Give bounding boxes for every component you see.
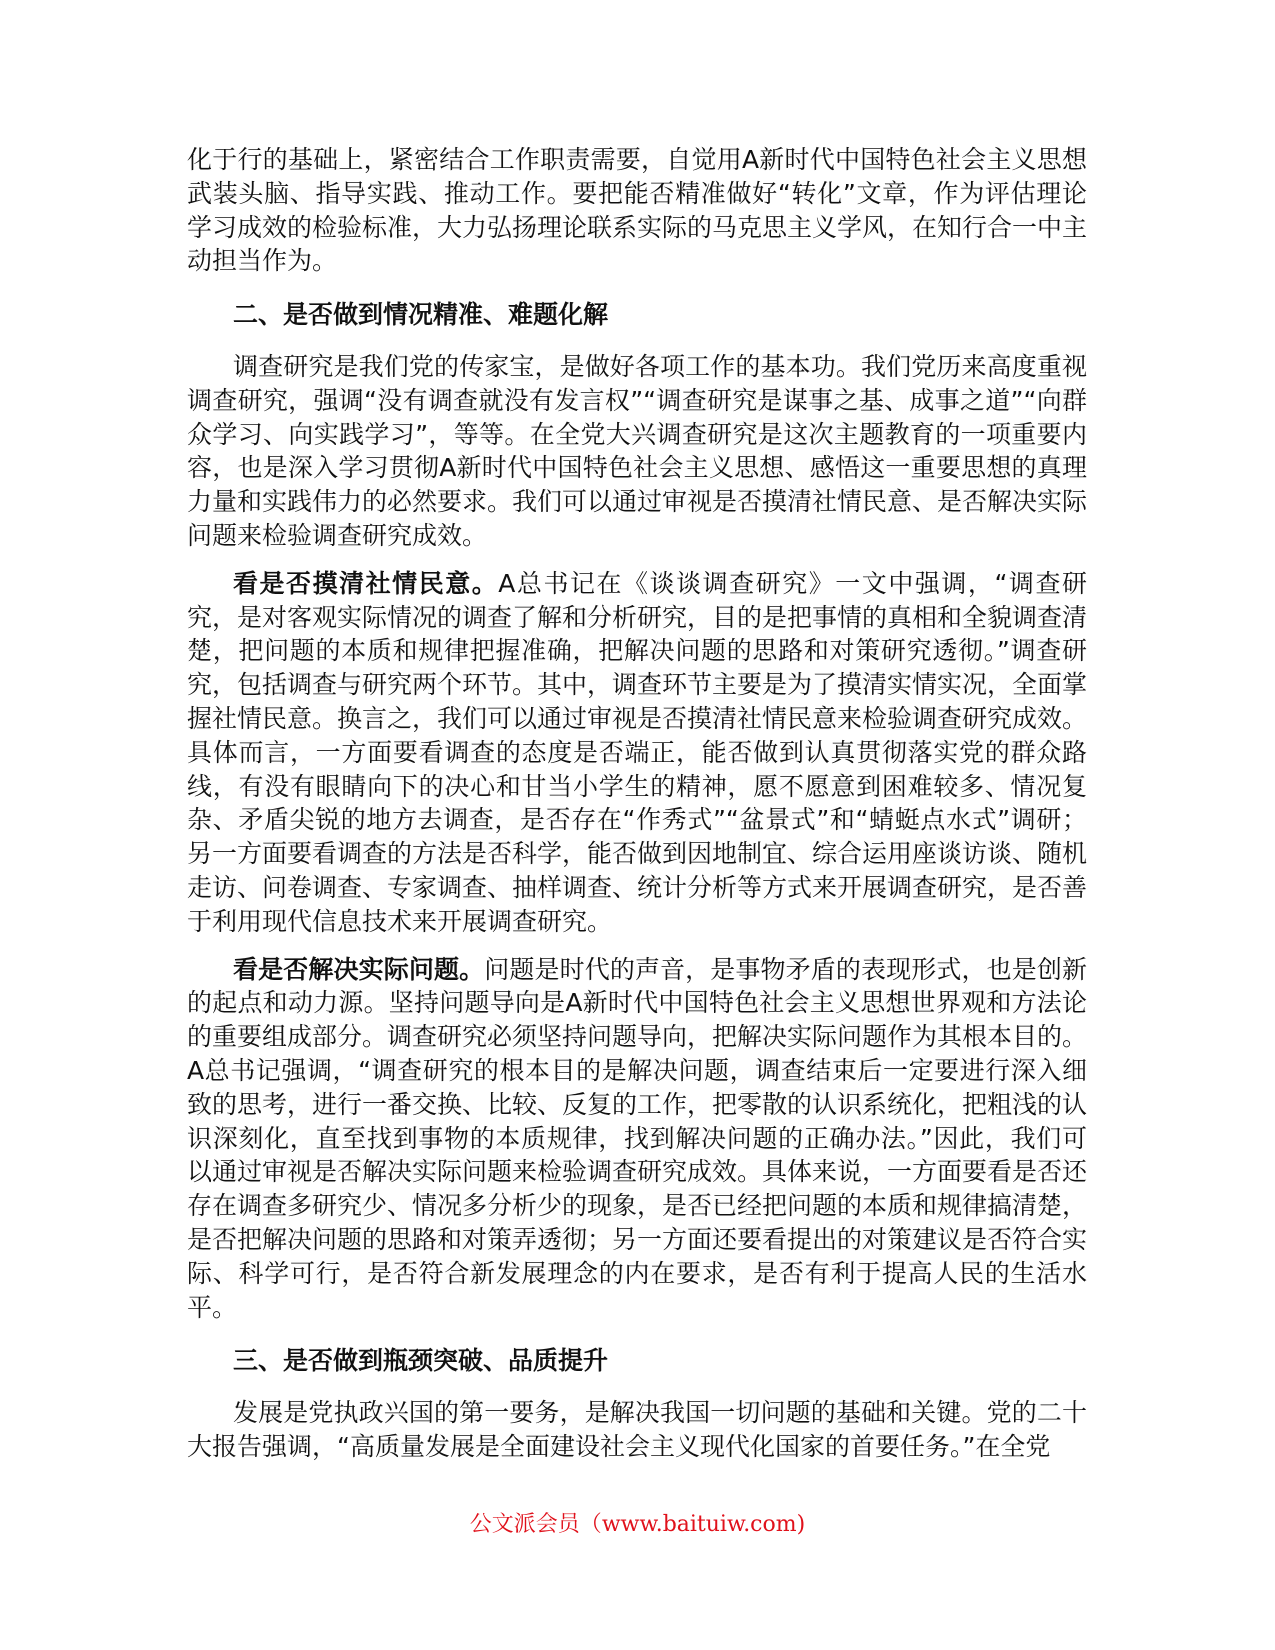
paragraph-1: 化于行的基础上，紧密结合工作职责需要，自觉用A新时代中国特色社会主义思想武装头脑、指导实践、推动工作。要把能否精准做好“转化”文章，作为评估理论学习成效的检验标准，大力弘扬理论联系实际的马克思主义学风，在知行合一中主动担当作为。 [187,145,1088,276]
section-heading-2: 二、是否做到情况精准、难题化解 [233,300,609,330]
paragraph-3 [187,567,1087,939]
document-body [187,143,1087,1478]
paragraph-4 [187,953,1087,1325]
paragraph-4-text: 问题是时代的声音，是事物矛盾的表现形式，也是创新的起点和动力源。坚持问题导向是A新时代中国特色社会主义思想世界观和方法论的重要组成部分。调查研究必须坚持问题导向，把解决实际问题作为其根本目的。A总书记强调，“调查研究的根本目的是解决问题，调查结束后一定要进行深入细致的思考，进行一番交换、比较、反复的工作，把零散的认识系统化，把粗浅的认识深刻化，直至找到事物的本质规律，找到解决问题的正确办法。”因此，我们可以通过审视是否解决实际问题来检验调查研究成效。具体来说，一方面要看是否还存在调查多研究少、情况多分析少的现象，是否已经把问题的本质和规律搞清楚，是否把解决问题的思路和对策弄透彻；另一方面还要看提出的对策建议是否符合实际、科学可行，是否符合新发展理念的内在要求，是否有利于提高人民的生活水平。 [187,954,1088,1322]
section-heading-3: 三、是否做到瓶颈突破、品质提升 [233,1346,609,1376]
paragraph-3-lead: 看是否摸清社情民意。 [233,568,499,598]
paragraph-4-lead: 看是否解决实际问题。 [233,954,485,984]
paragraph-3-text: A总书记在《谈谈调查研究》一文中强调，“调查研究，是对客观实际情况的调查了解和分析研究，目的是把事情的真相和全貌调查清楚，把问题的本质和规律把握准确，把解决问题的思路和对策研究透彻。”调查研究，包括调查与研究两个环节。其中，调查环节主要是为了摸清实情实况，全面掌握社情民意。换言之，我们可以通过审视是否摸清社情民意来检验调查研究成效。具体而言，一方面要看调查的态度是否端正，能否做到认真贯彻落实党的群众路线，有没有眼睛向下的决心和甘当小学生的精神，愿不愿意到困难较多、情况复杂、矛盾尖锐的地方去调查，是否存在“作秀式”“盆景式”和“蜻蜓点水式”调研；另一方面要看调查的方法是否科学，能否做到因地制宜、综合运用座谈访谈、随机走访、问卷调查、专家调查、抽样调查、统计分析等方式来开展调查研究，是否善于利用现代信息技术来开展调查研究。 [187,568,1088,936]
footer-brand: 公文派会员（ [469,1512,602,1537]
footer-url-link[interactable]: www.baituiw.com) [601,1512,806,1537]
paragraph-5: 发展是党执政兴国的第一要务，是解决我国一切问题的基础和关键。党的二十大报告强调，“高质量发展是全面建设社会主义现代化国家的首要任务。”在全党 [187,1398,1087,1461]
paragraph-2: 调查研究是我们党的传家宝，是做好各项工作的基本功。我们党历来高度重视调查研究，强调“没有调查就没有发言权”“调查研究是谋事之基、成事之道”“向群众学习、向实践学习”，等等。在全党大兴调查研究是这次主题教育的一项重要内容，也是深入学习贯彻A新时代中国特色社会主义思想、感悟这一重要思想的真理力量和实践伟力的必然要求。我们可以通过审视是否摸清社情民意、是否解决实际问题来检验调查研究成效。 [187,351,1088,550]
footer-watermark [0,1510,1275,1540]
